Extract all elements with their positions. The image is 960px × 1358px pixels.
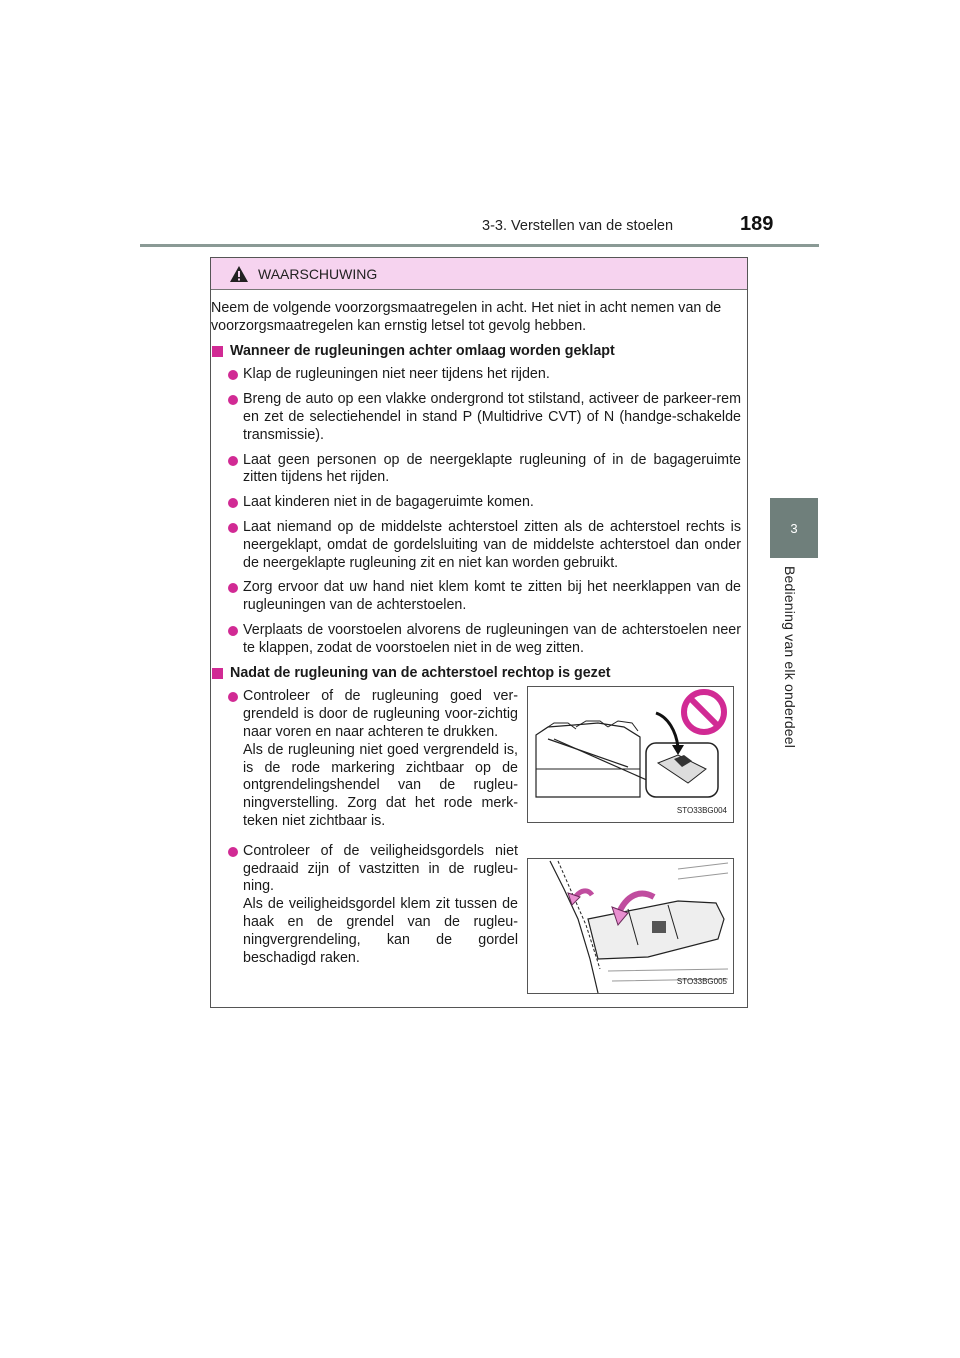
list-item-text: Klap de rugleuningen niet neer tijdens het rijden. bbox=[243, 366, 550, 383]
warning-title: WAARSCHUWING bbox=[258, 265, 378, 282]
bullet-dot-icon bbox=[228, 523, 238, 533]
warning-box bbox=[210, 257, 748, 1008]
list-item-text: Laat geen personen op de neergeklapte rugleuning of in de bagageruimte zitten tijdens het rijden. bbox=[243, 451, 741, 486]
square-bullet-icon bbox=[212, 668, 223, 679]
list-item bbox=[211, 391, 741, 444]
list-item-text: Controleer of de veiligheidsgordels niet gedraaid zijn of vastzitten in de rugleu-ning. Als de veiligheidsgordel klem zit tussen de haak en de grendel van de rugleu-ningvergrendeling, kan de gordel beschadigd raken. bbox=[243, 842, 518, 966]
figure-code: STO33BG005 bbox=[676, 976, 727, 986]
list-item bbox=[211, 452, 741, 488]
section-heading-text: Nadat de rugleuning van de achterstoel rechtop is gezet bbox=[230, 664, 611, 681]
bullet-dot-icon bbox=[228, 847, 238, 857]
list-item bbox=[211, 366, 741, 384]
section-heading-text: Wanneer de rugleuningen achter omlaag worden geklapt bbox=[230, 342, 615, 359]
list-item-text: Laat niemand op de middelste achterstoel zitten als de achterstoel rechts is neergeklapt, omdat de gordelsluiting van de middelste achterstoel dan onder de neergeklapte rugleuning zit en niet kan worden gebruikt. bbox=[243, 518, 741, 571]
list-item-text: Controleer of de rugleuning goed ver-grendeld is door de rugleuning voor-zichtig naar voren en naar achteren te drukken. Als de rugleuning niet goed vergrendeld is, is de rode markering zichtbaar op de ontgrendelingshendel van de rugleu-ningverstelling. Zorg dat het rode merk-teken niet zichtbaar is. bbox=[243, 688, 518, 829]
chapter-number: 3 bbox=[790, 520, 798, 536]
square-bullet-icon bbox=[212, 346, 223, 357]
warning-header bbox=[211, 258, 747, 290]
bullet-dot-icon bbox=[228, 626, 238, 636]
list-item bbox=[211, 519, 741, 572]
figure-seatbelt bbox=[527, 858, 734, 994]
list-item bbox=[211, 494, 741, 512]
warning-triangle-icon bbox=[229, 265, 249, 283]
list-item bbox=[211, 622, 741, 658]
section-heading bbox=[211, 665, 741, 683]
chapter-tab bbox=[770, 498, 818, 558]
list-item-text: Laat kinderen niet in de bagageruimte komen. bbox=[243, 494, 534, 511]
figure-code: STO33BG004 bbox=[676, 805, 727, 815]
bullet-dot-icon bbox=[228, 395, 238, 405]
warning-intro: Neem de volgende voorzorgsmaatregelen in acht. Het niet in acht nemen van de voorzorgsmaatregelen kan ernstig letsel tot gevolg hebben. bbox=[211, 300, 722, 334]
figure-section bbox=[211, 688, 741, 986]
list-item-text: Breng de auto op een vlakke ondergrond tot stilstand, activeer de parkeer-rem en zet de selectiehendel in stand P (Multidrive CVT) of N (handge-schakelde transmissie). bbox=[243, 391, 741, 443]
list-item-text: Verplaats de voorstoelen alvorens de rugleuningen van de achterstoelen neer te klappen, zodat de voorstoelen niet in de weg zitten. bbox=[243, 621, 741, 656]
list-item bbox=[211, 688, 518, 830]
header-rule bbox=[140, 244, 819, 247]
bullet-dot-icon bbox=[228, 370, 238, 380]
bullet-dot-icon bbox=[228, 456, 238, 466]
chapter-title: Bediening van elk onderdeel bbox=[782, 566, 798, 749]
bullet-dot-icon bbox=[228, 583, 238, 593]
bullet-dot-icon bbox=[228, 498, 238, 508]
list-item bbox=[211, 843, 518, 968]
figure-seat-lock bbox=[527, 686, 734, 823]
page-number: 189 bbox=[740, 213, 774, 235]
warning-body bbox=[211, 290, 747, 986]
list-item bbox=[211, 579, 741, 615]
header-section-title: 3-3. Verstellen van de stoelen bbox=[482, 218, 674, 234]
list-item-text: Zorg ervoor dat uw hand niet klem komt te zitten bij het neerklappen van de rugleuningen van de achterstoelen. bbox=[243, 579, 741, 614]
section-heading bbox=[211, 343, 741, 361]
bullet-dot-icon bbox=[228, 692, 238, 702]
